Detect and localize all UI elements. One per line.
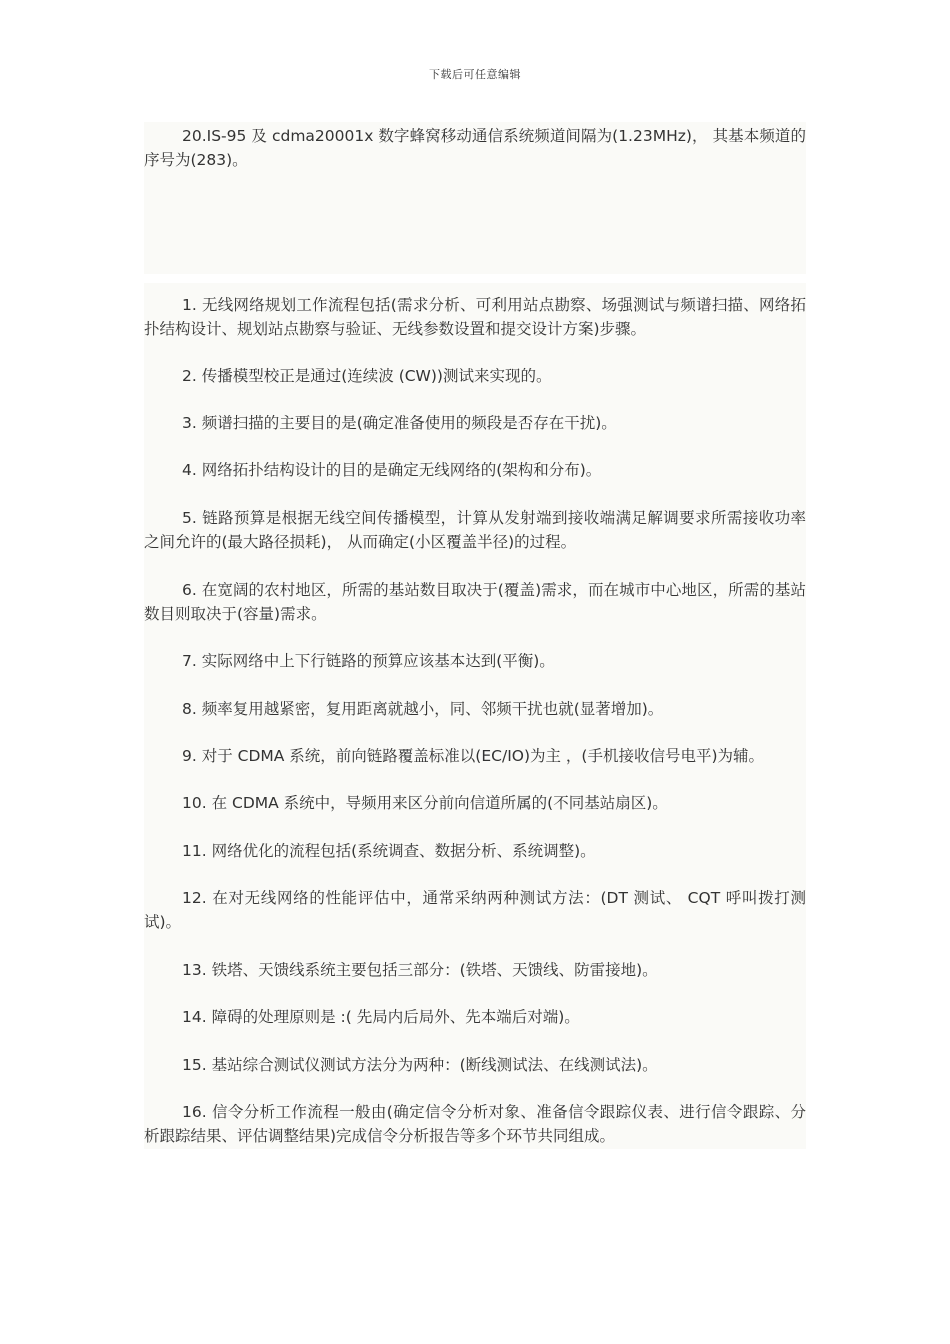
- page-header-caption: 下载后可任意编辑: [429, 68, 521, 81]
- list-item: 11. 网络优化的流程包括(系统调查、数据分析、系统调整)。: [182, 842, 596, 860]
- list-item: 3. 频谱扫描的主要目的是(确定准备使用的频段是否存在干扰)。: [182, 414, 617, 432]
- list-item: 16. 信令分析工作流程一般由(确定信令分析对象、准备信令跟踪仪表、进行信令跟踪、分析跟踪结果、评估调整结果)完成信令分析报告等多个环节共同组成。: [144, 1103, 806, 1145]
- list-item: 7. 实际网络中上下行链路的预算应该基本达到(平衡)。: [182, 652, 555, 670]
- list-item: 14. 障碍的处理原则是 :( 先局内后局外、先本端后对端)。: [182, 1008, 580, 1026]
- list-item: 2. 传播模型校正是通过(连续波 (CW))测试来实现的。: [182, 367, 552, 385]
- question-list: [144, 283, 806, 1149]
- list-item: 4. 网络拓扑结构设计的目的是确定无线网络的(架构和分布)。: [182, 461, 602, 479]
- list-item: 13. 铁塔、天馈线系统主要包括三部分：(铁塔、天馈线、防雷接地)。: [182, 961, 658, 979]
- list-item: 6. 在宽阔的农村地区，所需的基站数目取决于(覆盖)需求，而在城市中心地区，所需的基站数目则取决于(容量)需求。: [144, 581, 806, 623]
- list-item: 1. 无线网络规划工作流程包括(需求分析、可利用站点勘察、场强测试与频谱扫描、网络拓扑结构设计、规划站点勘察与验证、无线参数设置和提交设计方案)步骤。: [144, 296, 806, 338]
- intro-paragraph: 20.IS-95 及 cdma20001x 数字蜂窝移动通信系统频道间隔为(1.23MHz)， 其基本频道的序号为(283)。: [144, 127, 806, 169]
- list-item: 12. 在对无线网络的性能评估中，通常采纳两种测试方法：(DT 测试、 CQT 呼叫拨打测试)。: [144, 889, 806, 931]
- list-item: 10. 在 CDMA 系统中，导频用来区分前向信道所属的(不同基站扇区)。: [182, 794, 668, 812]
- list-item: 8. 频率复用越紧密，复用距离就越小，同、邻频干扰也就(显著增加)。: [182, 700, 664, 718]
- list-item: 9. 对于 CDMA 系统，前向链路覆盖标准以(EC/IO)为主 ，(手机接收信号电平)为辅。: [182, 747, 765, 765]
- list-item: 5. 链路预算是根据无线空间传播模型，计算从发射端到接收端满足解调要求所需接收功率之间允许的(最大路径损耗)， 从而确定(小区覆盖半径)的过程。: [144, 509, 806, 551]
- list-item: 15. 基站综合测试仪测试方法分为两种：(断线测试法、在线测试法)。: [182, 1056, 658, 1074]
- intro-block: [144, 122, 806, 274]
